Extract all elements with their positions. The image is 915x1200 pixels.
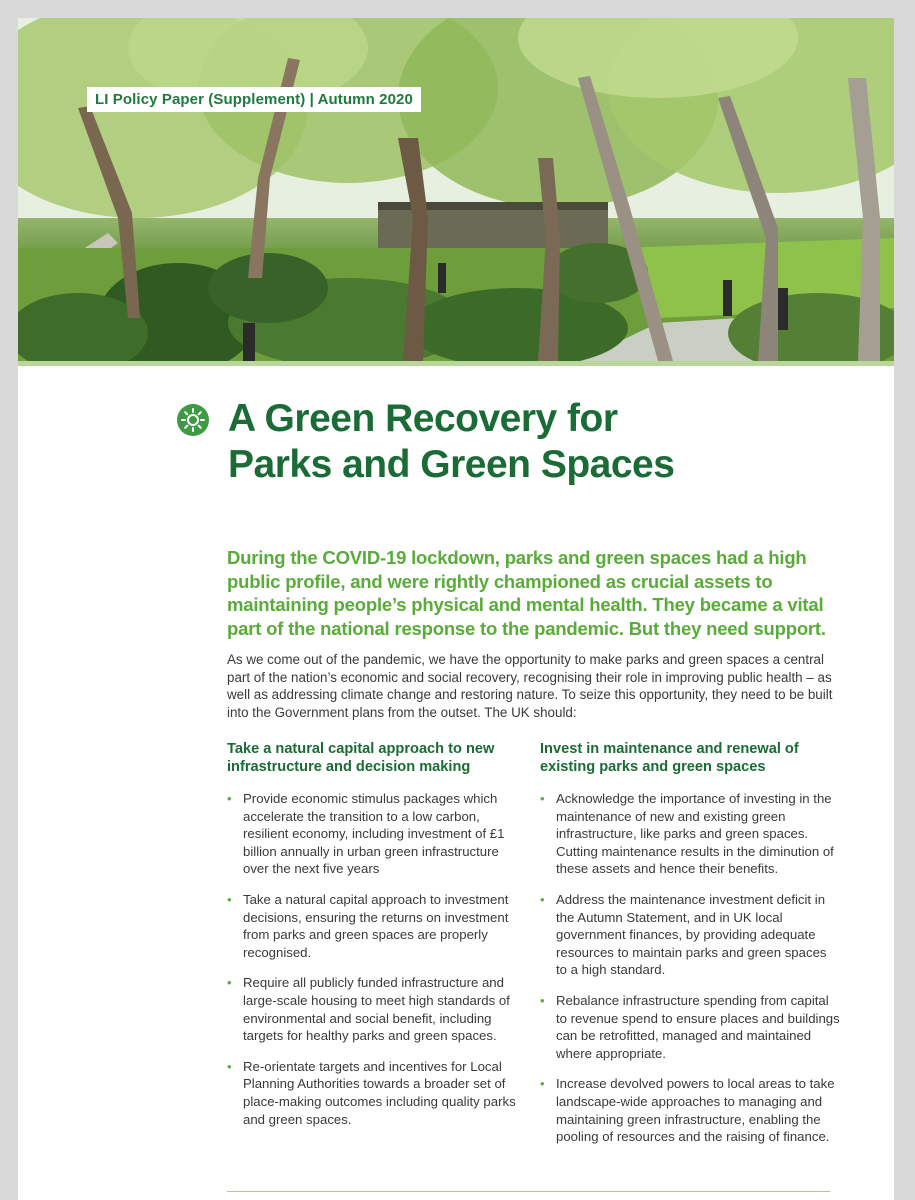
bullet-icon: • <box>540 992 545 1008</box>
title-line-2: Parks and Green Spaces <box>228 443 675 486</box>
list-item-text: Require all publicly funded infrastructure and large-scale housing to meet high standards of environmental and social benefit, including targets for healthy parks and green spaces. <box>243 975 510 1044</box>
hero-park-photo <box>18 18 894 361</box>
policy-paper-badge: LI Policy Paper (Supplement) | Autumn 2020 <box>87 87 421 112</box>
list-item-text: Acknowledge the importance of investing in the maintenance of new and existing green infrastructure, like parks and green spaces. Cutting maintenance results in the diminution of these assets and hence their benefits. <box>556 791 834 877</box>
bullet-icon: • <box>227 975 232 991</box>
sun-icon <box>176 403 210 437</box>
list-item-text: Address the maintenance investment deficit in the Autumn Statement, and in UK local government finances, by providing adequate resources to maintain parks and green spaces to a high standard. <box>556 891 827 978</box>
bullet-icon: • <box>227 791 232 806</box>
list-item-text: Take a natural capital approach to investment decisions, ensuring the returns on investment from parks and green spaces are properly recognised. <box>243 891 509 960</box>
left-column-list <box>227 790 527 1128</box>
list-item <box>227 1058 527 1128</box>
list-item <box>227 974 527 1044</box>
list-item-text: Re-orientate targets and incentives for Local Planning Authorities towards a broader set of place-making outcomes including quality parks and green spaces. <box>243 1058 516 1127</box>
right-column-heading: Invest in maintenance and renewal of existing parks and green spaces <box>540 741 799 775</box>
bullet-icon: • <box>227 891 232 907</box>
list-item-text: Rebalance infrastructure spending from capital to revenue spend to ensure places and buildings can be retrofitted, managed and maintained where appropriate. <box>556 992 840 1061</box>
list-item <box>227 790 527 878</box>
park-illustration <box>18 18 894 361</box>
list-item <box>540 1075 840 1145</box>
intro-paragraph: As we come out of the pandemic, we have the opportunity to make parks and green spaces a central part of the nation’s economic and social recovery, recognising their role in improving public health – as well as addressing climate change and restoring nature. To seize this opportunity, they need to be built into the Government plans from the outset. The UK should: <box>227 652 833 720</box>
list-item-text: Increase devolved powers to local areas to take landscape-wide approaches to managing and maintaining green infrastructure, enabling the pooling of resources and the raising of finance. <box>556 1076 835 1145</box>
list-item <box>540 992 840 1062</box>
policy-paper-page <box>18 18 894 1200</box>
footer-rule <box>227 1191 830 1192</box>
left-column-heading: Take a natural capital approach to new infrastructure and decision making <box>227 741 495 775</box>
bullet-icon: • <box>540 1076 545 1092</box>
list-item-text: Provide economic stimulus packages which accelerate the transition to a low carbon, resilient economy, including investment of £1 billion annually in urban green infrastructure over the next five years <box>243 791 505 877</box>
hero-divider <box>18 361 894 366</box>
left-column <box>227 741 527 1141</box>
bullet-icon: • <box>540 891 545 907</box>
right-column-list <box>540 790 840 1146</box>
title-line-1: A Green Recovery for <box>228 397 618 440</box>
list-item <box>540 790 840 878</box>
bullet-icon: • <box>540 791 545 806</box>
list-item <box>227 891 527 961</box>
bullet-icon: • <box>227 1058 232 1074</box>
page-title <box>228 396 868 488</box>
right-column <box>540 741 840 1159</box>
lead-paragraph: During the COVID-19 lockdown, parks and green spaces had a high public profile, and were rightly championed as crucial assets to maintaining people’s physical and mental health. They became a vital part of the national response to the pandemic. But they need support. <box>227 547 826 639</box>
list-item <box>540 891 840 979</box>
